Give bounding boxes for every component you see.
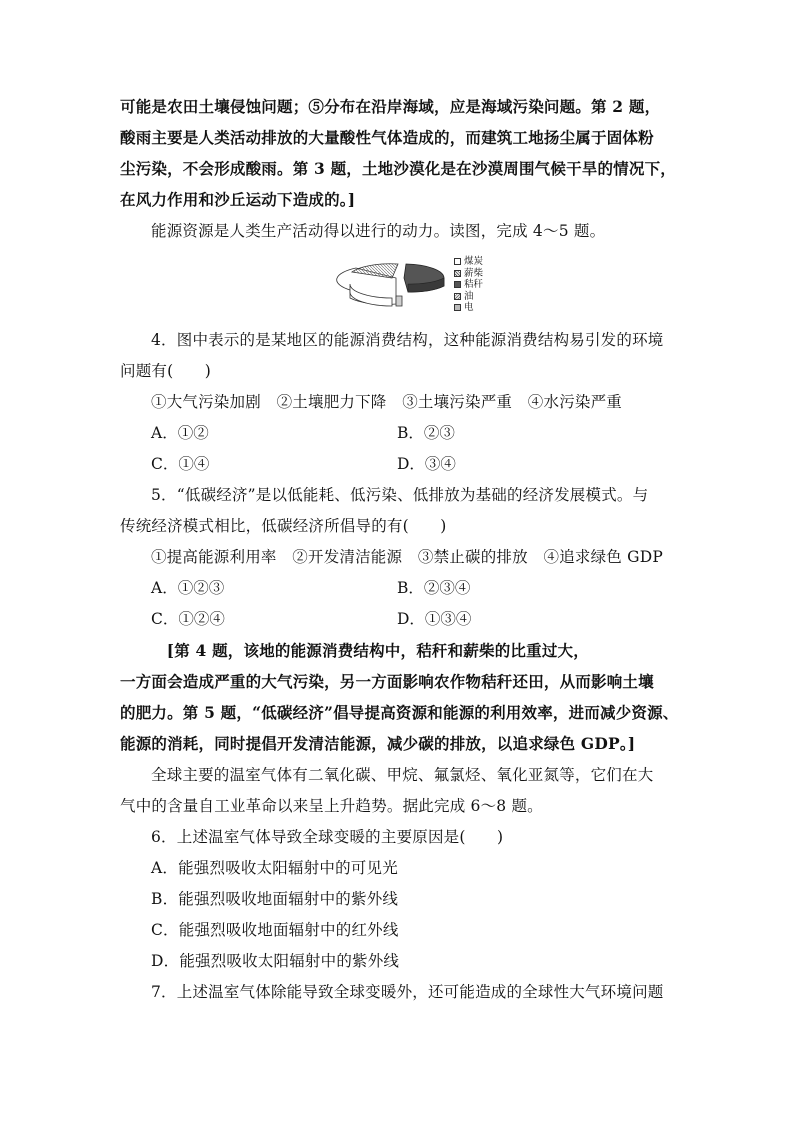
question-5: 5．“低碳经济”是以低能耗、低污染、低排放为基础的经济发展模式。与 bbox=[151, 486, 649, 504]
option-a: A．①② bbox=[151, 424, 209, 442]
legend-item-electricity: 电 bbox=[454, 302, 483, 314]
legend-item-oil: 油 bbox=[454, 291, 483, 303]
question-6: 6．上述温室气体导致全球变暖的主要原因是( ) bbox=[151, 828, 504, 846]
text-line: 酸雨主要是人类活动排放的大量酸性气体造成的，而建筑工地扬尘属于固体粉 bbox=[120, 128, 654, 147]
intro-paragraph-cont: 气中的含量自工业革命以来呈上升趋势。据此完成 6～8 题。 bbox=[120, 797, 543, 815]
question-5-cont: 传统经济模式相比，低碳经济所倡导的有( ) bbox=[120, 517, 447, 535]
question-4: 4．图中表示的是某地区的能源消费结构，这种能源消费结构易引发的环境 bbox=[151, 331, 664, 349]
answer-explanation: 一方面会造成严重的大气污染，另一方面影响农作物秸秆还田，从而影响土壤 bbox=[120, 672, 654, 691]
legend-item-straw: 秸秆 bbox=[454, 279, 483, 291]
intro-paragraph: 能源资源是人类生产活动得以进行的动力。读图，完成 4～5 题。 bbox=[151, 222, 606, 240]
question-4-cont: 问题有( ) bbox=[120, 362, 211, 380]
pie-slice-oil bbox=[396, 296, 402, 306]
answer-explanation: [第 4 题，该地的能源消费结构中，秸秆和薪柴的比重过大， bbox=[151, 641, 589, 660]
question-7: 7．上述温室气体除能导致全球变暖外，还可能造成的全球性大气环境问题 bbox=[151, 983, 664, 1001]
question-5-items: ①提高能源利用率 ②开发清洁能源 ③禁止碳的排放 ④追求绿色 GDP bbox=[151, 548, 663, 566]
legend-swatch-icon bbox=[454, 281, 461, 288]
legend-swatch-icon bbox=[454, 258, 461, 265]
legend-swatch-icon bbox=[454, 304, 461, 311]
option-b: B．②③ bbox=[397, 424, 455, 442]
option-d: D．能强烈吸收太阳辐射中的紫外线 bbox=[151, 952, 400, 970]
answer-explanation: 的肥力。第 5 题，“低碳经济”倡导提高资源和能源的利用效率，进而减少资源、 bbox=[120, 703, 679, 722]
text-line: 可能是农田土壤侵蚀问题；⑤分布在沿岸海域，应是海域污染问题。第 2 题， bbox=[120, 97, 661, 116]
option-d: D．①③④ bbox=[397, 610, 472, 628]
option-a: A．能强烈吸收太阳辐射中的可见光 bbox=[151, 859, 398, 877]
question-4-items: ①大气污染加剧 ②土壤肥力下降 ③土壤污染严重 ④水污染严重 bbox=[151, 393, 623, 411]
legend-swatch-icon bbox=[454, 270, 461, 277]
answer-line bbox=[151, 640, 794, 662]
text-line: 在风力作用和沙丘运动下造成的。] bbox=[120, 190, 356, 209]
option-b: B．②③④ bbox=[397, 579, 471, 597]
intro-paragraph: 全球主要的温室气体有二氧化碳、甲烷、氟氯烃、氧化亚氮等，它们在大 bbox=[151, 766, 654, 784]
option-d: D．③④ bbox=[397, 455, 456, 473]
option-a: A．①②③ bbox=[151, 579, 225, 597]
option-c: C．能强烈吸收地面辐射中的红外线 bbox=[151, 921, 399, 939]
legend-item-coal: 煤炭 bbox=[454, 256, 483, 268]
legend-item-firewood: 薪柴 bbox=[454, 268, 483, 280]
chart-legend bbox=[454, 256, 483, 314]
option-b: B．能强烈吸收地面辐射中的紫外线 bbox=[151, 890, 399, 908]
option-c: C．①②④ bbox=[151, 610, 225, 628]
legend-swatch-icon bbox=[454, 293, 461, 300]
text-line: 尘污染，不会形成酸雨。第 3 题，土地沙漠化是在沙漠周围气候干旱的情况下， bbox=[120, 159, 676, 178]
option-c: C．①④ bbox=[151, 455, 210, 473]
answer-explanation: 能源的消耗，同时提倡开发清洁能源，减少碳的排放，以追求绿色 GDP。] bbox=[120, 734, 636, 753]
